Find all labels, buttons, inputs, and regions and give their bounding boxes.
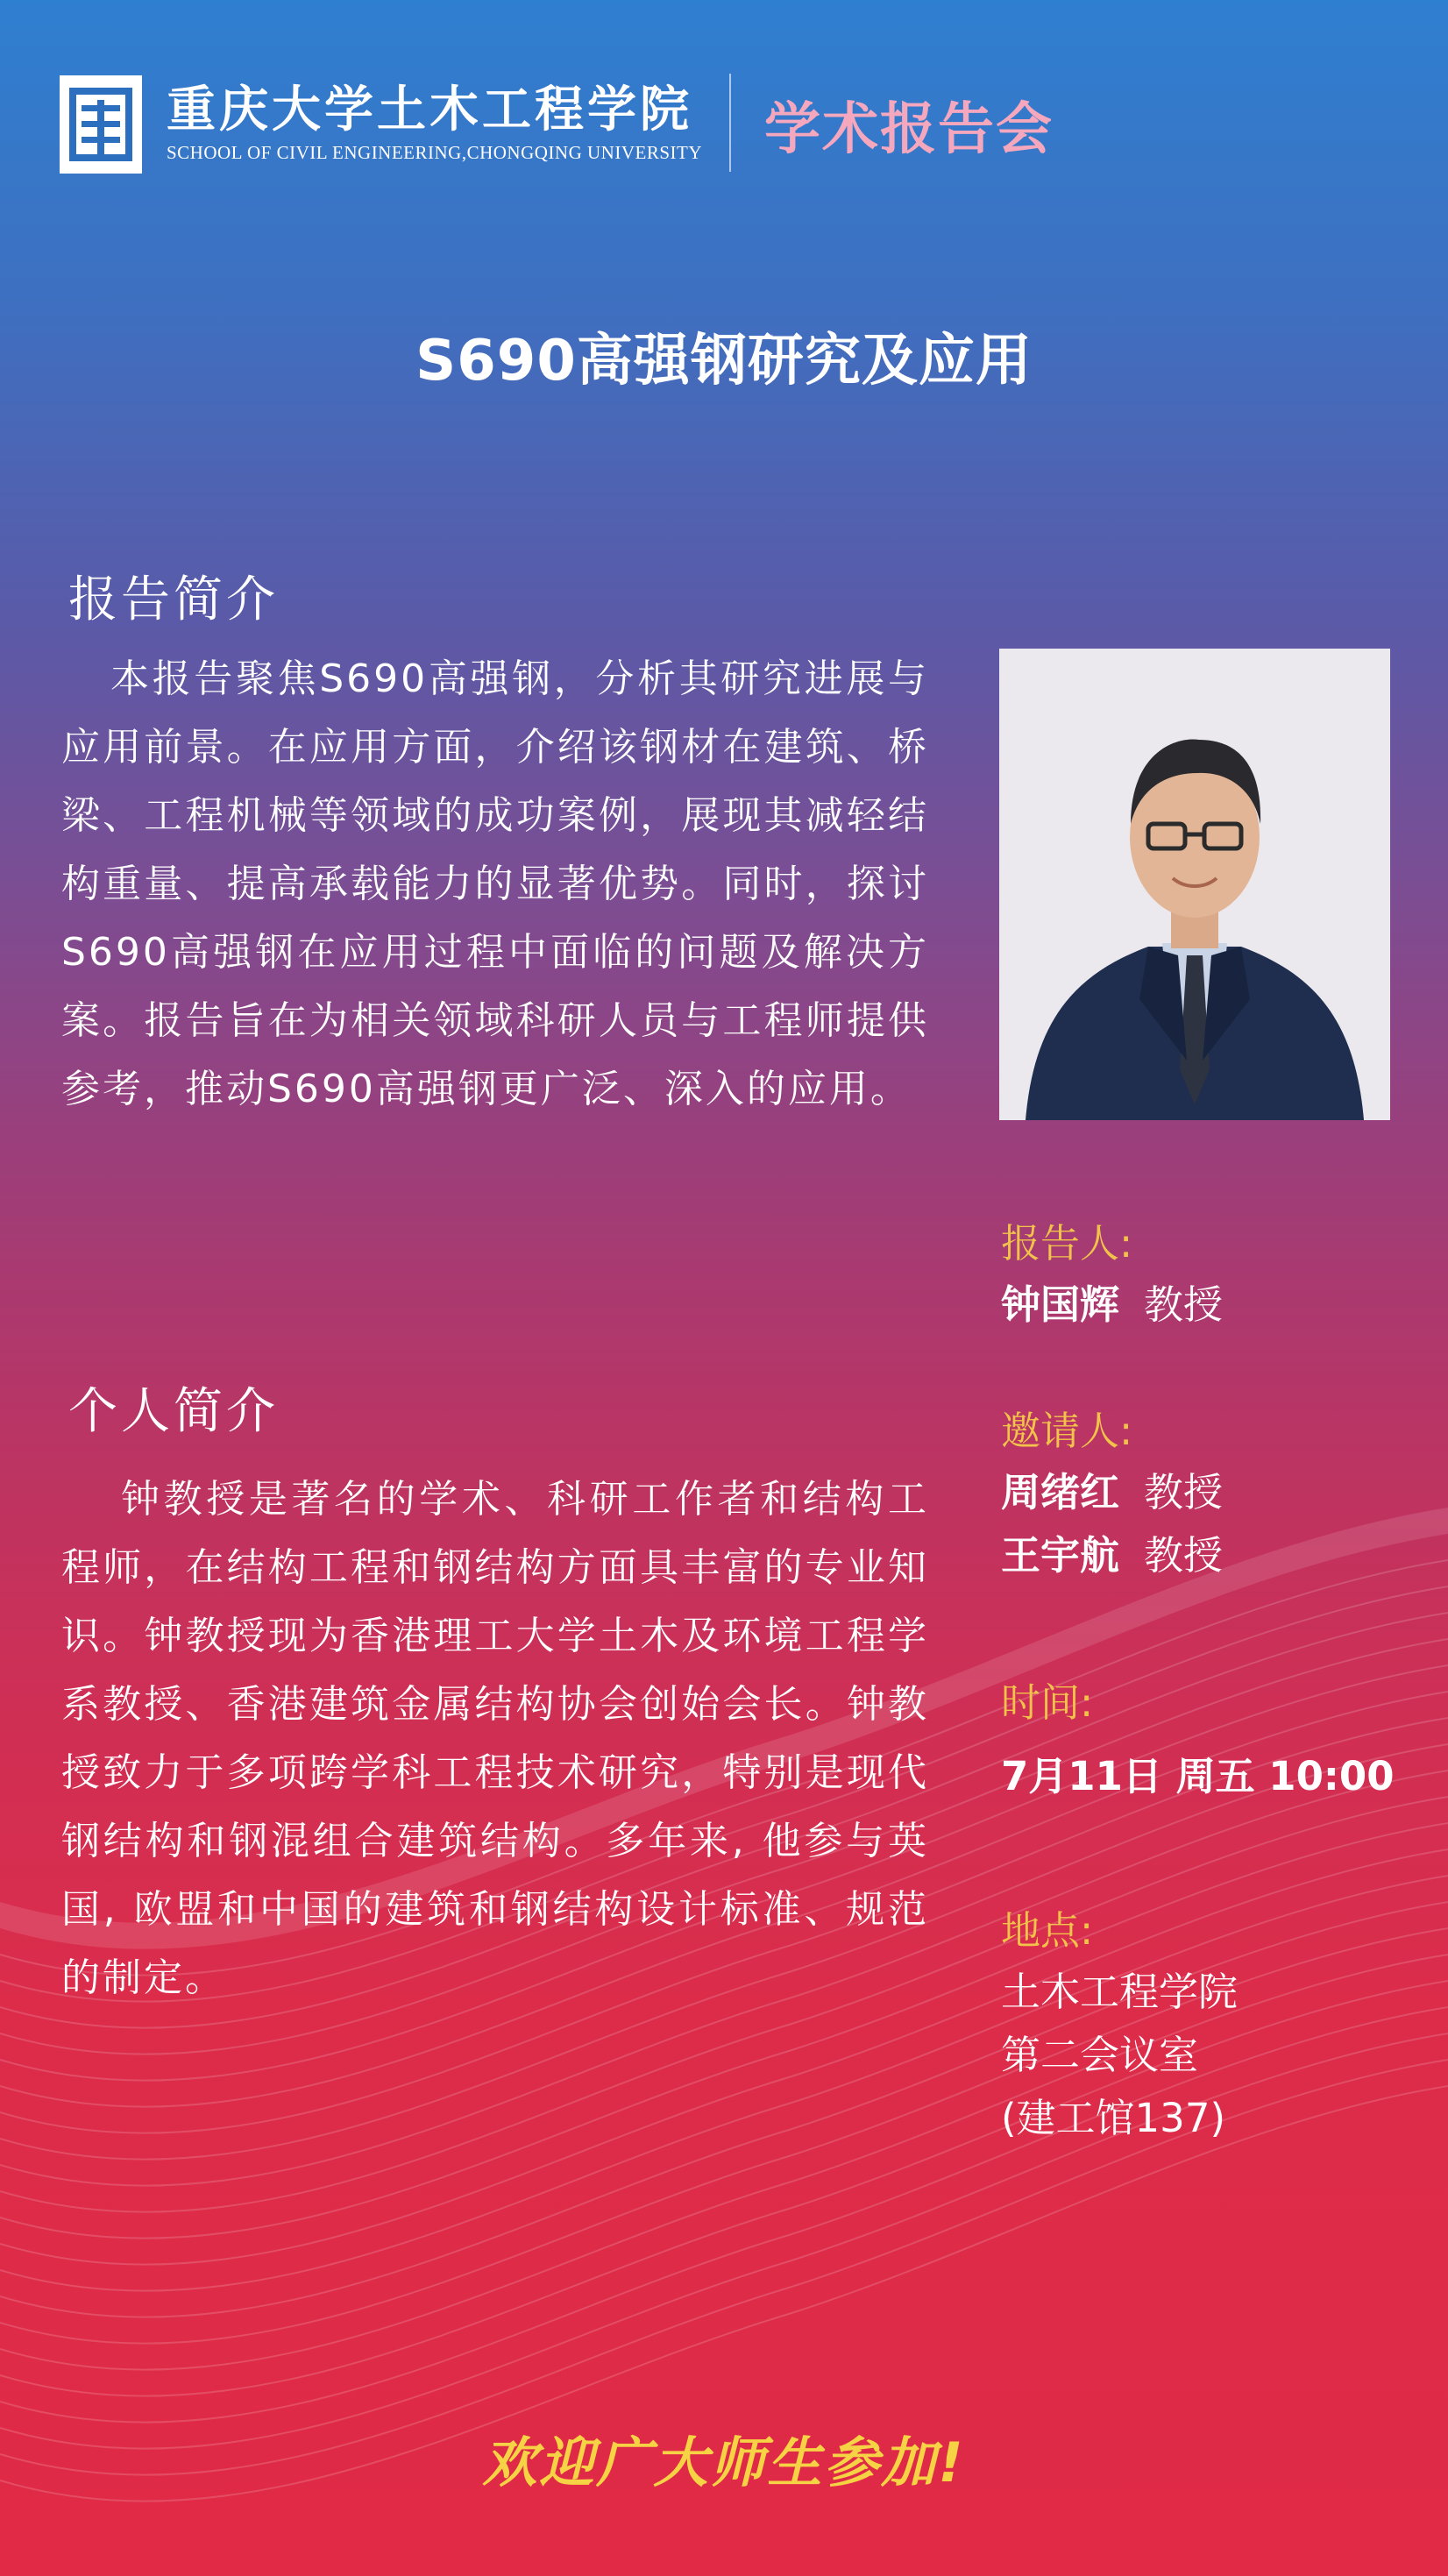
speaker-title: 教授 bbox=[1144, 1281, 1224, 1328]
location-line-2: 第二会议室 bbox=[1001, 2032, 1199, 2078]
school-name-en: SCHOOL OF CIVIL ENGINEERING,CHONGQING UNIVERSITY bbox=[167, 142, 702, 163]
talk-title: S690高强钢研究及应用 bbox=[415, 329, 1033, 394]
inviter-label: 邀请人: bbox=[1001, 1408, 1133, 1454]
location-line-1: 土木工程学院 bbox=[1001, 1969, 1239, 2015]
header bbox=[60, 72, 702, 177]
school-name bbox=[167, 82, 702, 167]
inviter-name: 王宇航 bbox=[1001, 1532, 1120, 1579]
inviter-1 bbox=[1001, 1460, 1223, 1517]
event-type-label: 学术报告会 bbox=[764, 97, 1054, 162]
time-value: 7月11日 周五 10:00 bbox=[1001, 1753, 1395, 1799]
university-logo-icon bbox=[60, 75, 142, 174]
school-name-cn: 重庆大学土木工程学院 bbox=[167, 82, 692, 138]
inviter-2 bbox=[1001, 1523, 1223, 1580]
bio-text: 钟教授是著名的学术、科研工作者和结构工程师，在结构工程和钢结构方面具丰富的专业知识。钟教授现为香港理工大学土木及环境工程学系教授、香港建筑金属结构协会创始会长。钟教授致力于多项跨学科工程技术研究，特别是现代钢结构和钢混组合建筑结构。多年来, 他参与英国, 欧盟和中国的建筑和钢结构设计标准、规范的制定。 bbox=[61, 1477, 929, 2000]
inviter-title: 教授 bbox=[1144, 1532, 1224, 1579]
location-line-3: (建工馆137) bbox=[1001, 2095, 1226, 2141]
bio-heading: 个人简介 bbox=[68, 1383, 279, 1440]
speaker-name: 钟国辉 bbox=[1001, 1281, 1120, 1328]
report-intro-text: 本报告聚焦S690高强钢，分析其研究进展与应用前景。在应用方面，介绍该钢材在建筑、桥梁、工程机械等领域的成功案例，展现其减轻结构重量、提高承载能力的显著优势。同时，探讨S690高强钢在应用过程中面临的问题及解决方案。报告旨在为相关领域科研人员与工程师提供参考，推动S690高强钢更广泛、深入的应用。 bbox=[61, 656, 929, 1111]
location-label: 地点: bbox=[1001, 1907, 1094, 1954]
inviter-title: 教授 bbox=[1144, 1469, 1224, 1515]
speaker-info bbox=[1001, 1273, 1223, 1330]
header-divider bbox=[729, 74, 731, 172]
inviter-name: 周绪红 bbox=[1001, 1469, 1120, 1515]
report-intro-heading: 报告简介 bbox=[68, 571, 279, 628]
speaker-label: 报告人: bbox=[1001, 1220, 1133, 1267]
time-label: 时间: bbox=[1001, 1679, 1094, 1726]
welcome-message: 欢迎广大师生参加! bbox=[482, 2431, 966, 2494]
speaker-photo bbox=[999, 649, 1390, 1120]
